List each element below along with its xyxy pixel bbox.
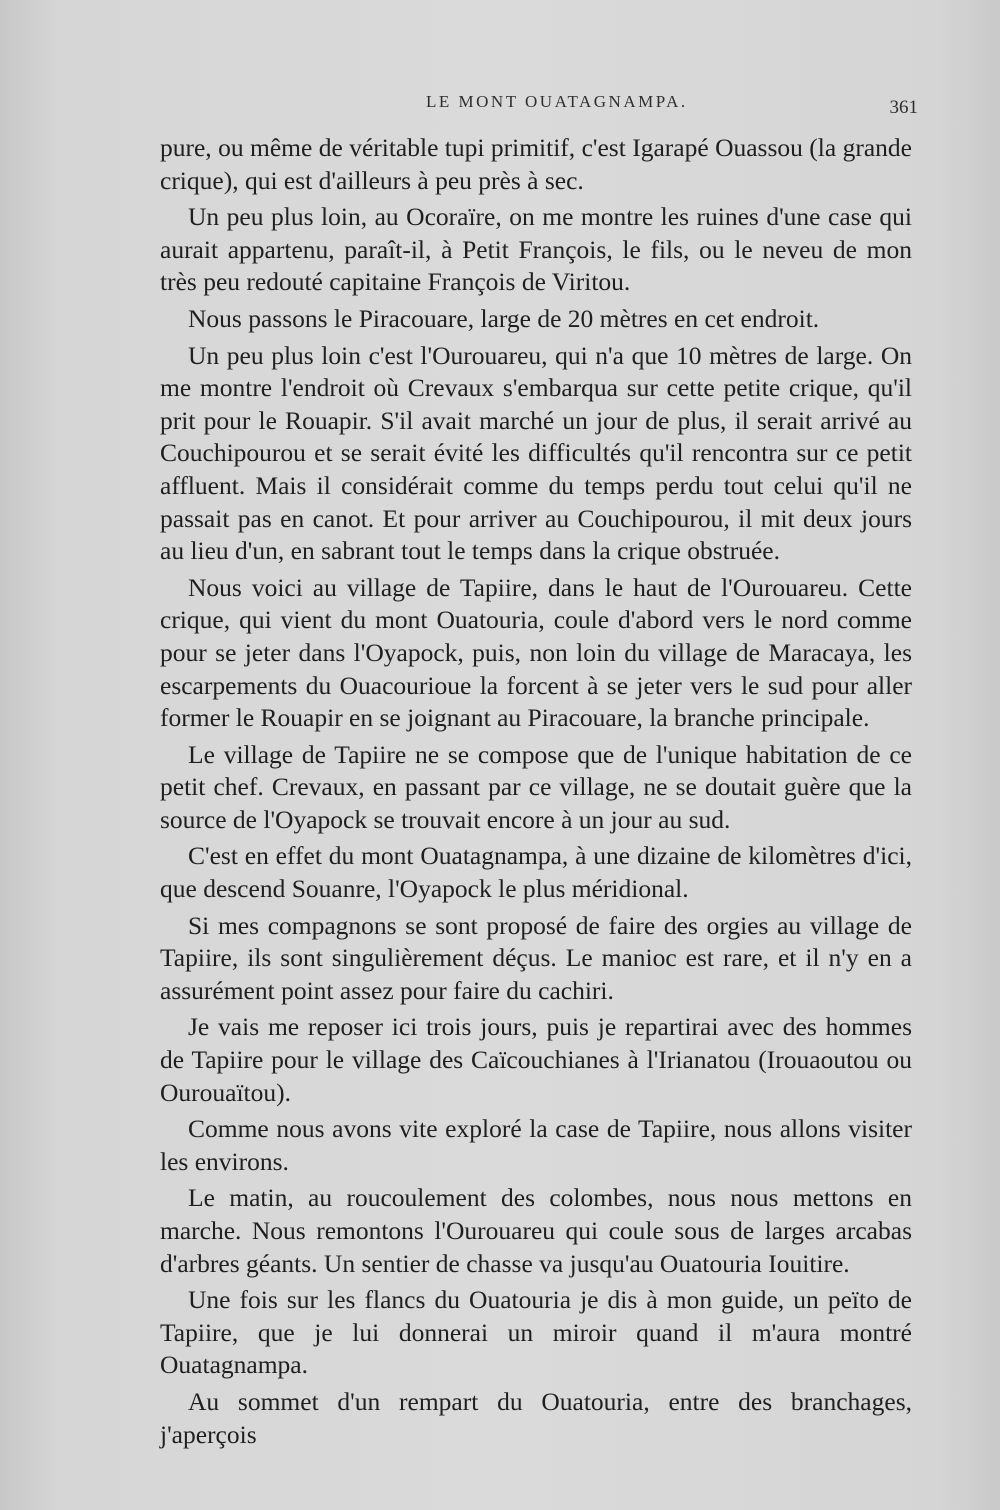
paragraph: Comme nous avons vite exploré la case de Tapiire, nous allons visiter les environs. [160, 1114, 912, 1176]
paragraph: Au sommet d'un rempart du Ouatouria, entre des branchages, j'aperçois [160, 1386, 912, 1449]
paragraph: Une fois sur les flancs du Ouatouria je dis à mon guide, un peïto de Tapiire, que je lui donnerai un miroir quand il m'aura montré Ouatagnampa. [160, 1285, 912, 1380]
paragraph: Nous voici au village de Tapiire, dans le haut de l'Ourouareu. Cette crique, qui vient du mont Ouatouria, coule d'abord vers le nord comme pour se jeter dans l'Oyapock, puis, non loin du village de Maracaya, les escarpements du Ouacourioue la forcent à se jeter vers le sud pour aller former le Rouapir en se joignant au Piracouare, la branche principale. [160, 572, 912, 733]
page-header [160, 92, 918, 122]
paragraph: Le matin, au roucoulement des colombes, nous nous mettons en marche. Nous remontons l'Ourouareu qui coule sous de larges arcabas d'arbres géants. Un sentier de chasse va jusqu'au Ouatouria Iouitire. [160, 1183, 912, 1278]
paragraph: C'est en effet du mont Ouatagnampa, à une dizaine de kilomètres d'ici, que descend Souanre, l'Oyapock le plus méridional. [160, 841, 912, 904]
paragraph: Un peu plus loin, au Ocoraïre, on me montre les ruines d'une case qui aurait appartenu, paraît-il, à Petit François, le fils, ou le neveu de mon très peu redouté capitaine François de Viritou. [160, 202, 912, 297]
paragraph: Nous passons le Piracouare, large de 20 mètres en cet endroit. [188, 303, 820, 333]
page-number: 361 [889, 97, 918, 118]
paragraph: Le village de Tapiire ne se compose que de l'unique habitation de ce petit chef. Crevaux, en passant par ce village, ne se doutait guère que la source de l'Oyapock se trouvait encore à un jour au sud. [160, 739, 912, 834]
running-title: LE MONT OUATAGNAMPA. [426, 92, 688, 111]
paragraph: Je vais me reposer ici trois jours, puis je repartirai avec des hommes de Tapiire pour le village des Caïcouchianes à l'Irianatou (Irouaoutou ou Ourouaïtou). [160, 1012, 912, 1107]
paragraph: Un peu plus loin c'est l'Ourouareu, qui n'a que 10 mètres de large. On me montre l'endroit où Crevaux s'embarqua sur cette petite crique, qu'il prit pour le Rouapir. S'il avait marché un jour de plus, il serait arrivé au Couchipourou et se serait évité les difficultés qu'il rencontra sur ce petit affluent. Mais il considérait comme du temps perdu tout celui qu'il ne passait pas en canot. Et pour arriver au Couchipourou, il mit deux jours au lieu d'un, en sabrant tout le temps dans la crique obstruée. [160, 340, 912, 566]
body-text [160, 132, 912, 1455]
paragraph: Si mes compagnons se sont proposé de faire des orgies au village de Tapiire, ils sont singulièrement déçus. Le manioc est rare, et il n'y en a assurément point assez pour faire du cachiri. [160, 910, 912, 1005]
paragraph: pure, ou même de véritable tupi primitif, c'est Igarapé Ouassou (la grande crique), qui est d'ailleurs à peu près à sec. [160, 133, 912, 195]
